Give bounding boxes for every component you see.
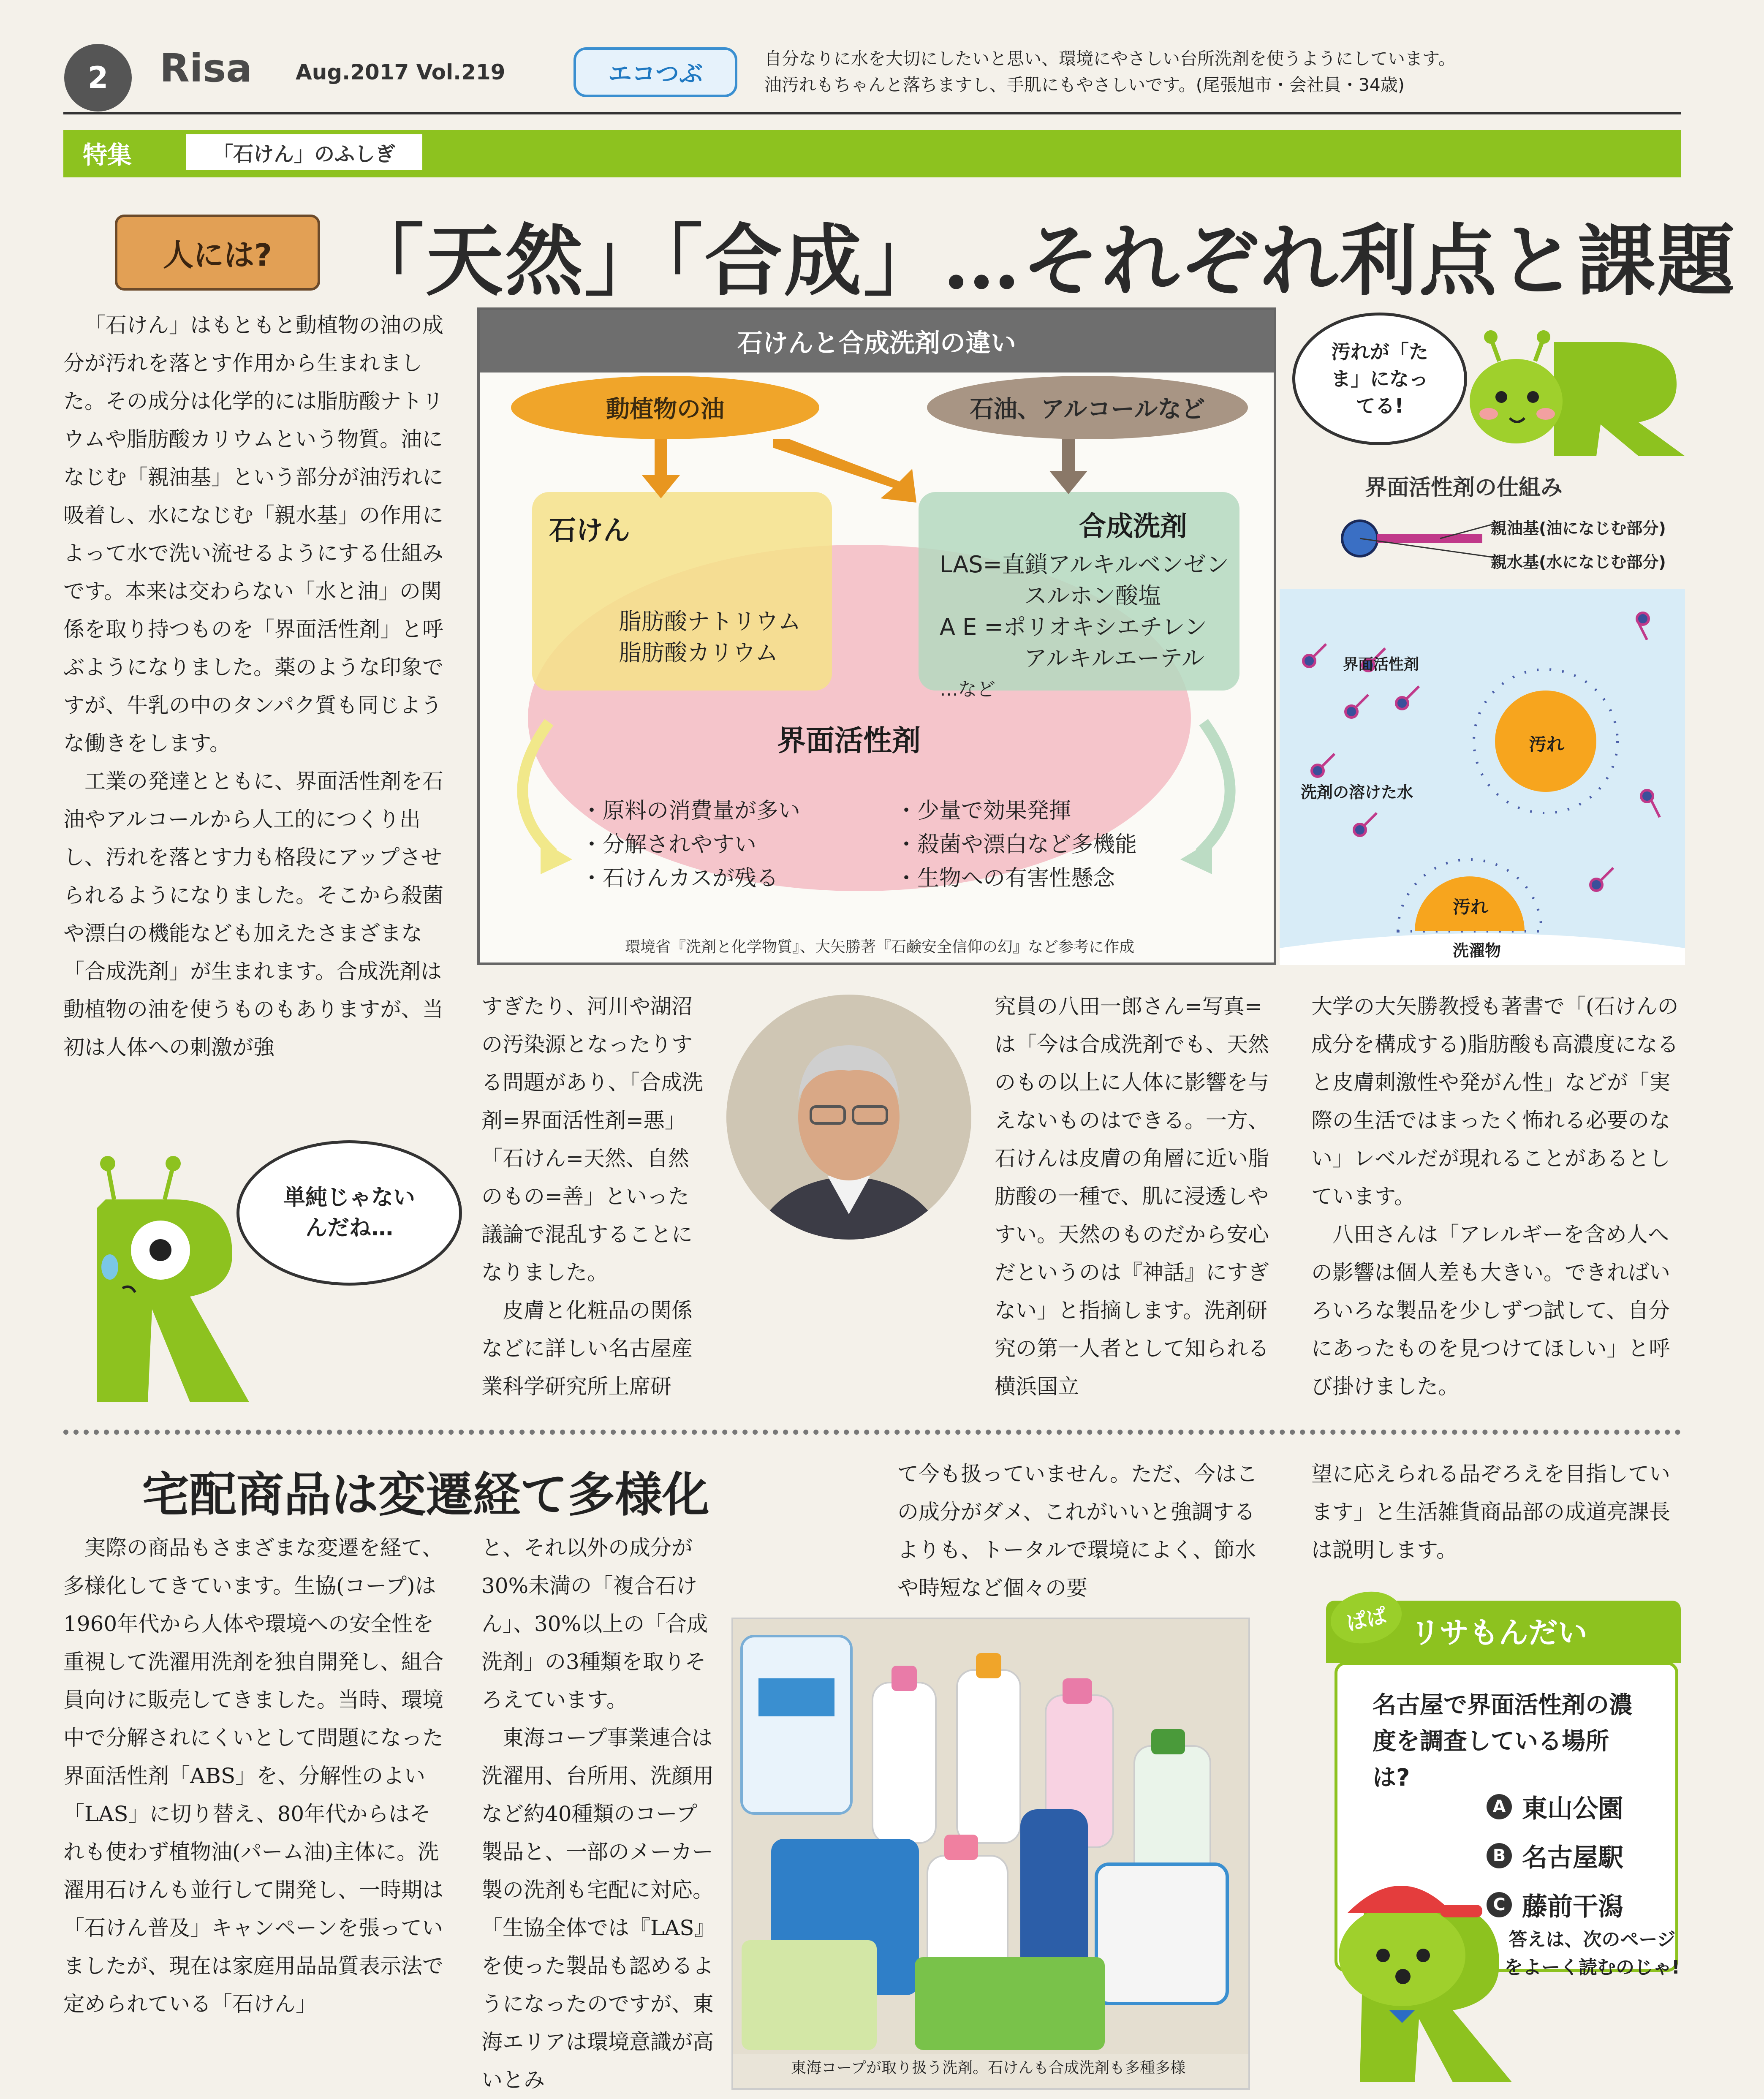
article1-column1	[63, 306, 443, 1066]
article1-column2	[481, 987, 709, 1406]
article2-column1	[63, 1529, 443, 2023]
petro-source-oval: 石油、アルコールなど	[927, 376, 1248, 439]
article2-headline: 宅配商品は変遷経て多様化	[142, 1467, 709, 1523]
paragraph: て今も扱っていません。ただ、今はこの成分がダメ、これがいいと強調するよりも、トータルで環境によく、節水や時短など個々の要	[897, 1462, 1258, 1600]
label-laundry: 洗濯物	[1453, 941, 1501, 960]
paragraph: 皮膚と化粧品の関係などに詳しい名古屋産業科学研究所上席研	[481, 1298, 693, 1399]
paragraph: 東海コープ事業連合は洗濯用、台所用、洗顔用など約40種類のコープ製品と、一部のメーカー製の洗剤も宅配に対応。「生協全体では『LAS』を使った製品も認めるようになったのですが、東海エリアは環境意識が高いとみ	[481, 1726, 715, 2092]
paragraph: 工業の発達とともに、界面活性剤を石油やアルコールから人工的につくり出し、汚れを落とす力も格段にアップさせられるようになりました。そこから殺菌や漂白の機能なども加えたさまざまな「合成洗剤」が生まれます。合成洗剤は動植物の油を使うものもありますが、当初は人体への刺激が強	[63, 769, 443, 1060]
legend-oil: 親油基(油になじむ部分)	[1491, 519, 1666, 538]
person-icon	[726, 995, 971, 1240]
synthetic-item: LAS=直鎖アルキルベンゼン	[940, 551, 1229, 578]
article1-column3	[995, 987, 1273, 1406]
label-surfactant: 界面活性剤	[1343, 656, 1419, 673]
synthetic-item: A E =ポリオキシエチレン	[940, 614, 1207, 640]
article1-column4	[1311, 987, 1679, 1406]
diagram-source: 環境省『洗剤と化学物質』、大矢勝著『石鹸安全信仰の幻』など参考に作成	[625, 938, 1135, 956]
quiz-question: 名古屋で界面活性剤の濃度を調査している場所は?	[1373, 1691, 1633, 1792]
label-water: 洗剤の溶けた水	[1301, 783, 1413, 802]
synthetic-items	[940, 549, 1229, 705]
header-rule	[63, 112, 1681, 114]
paragraph: 八田さんは「アレルギーを含め人への影響は個人差も大きい。できればいろいろな製品を少しずつ試して、自分にあったものを見つけてほしい」と呼び掛けました。	[1311, 1222, 1670, 1399]
trait-item: ・分解されやすい	[581, 832, 757, 857]
synthetic-item: …など	[940, 679, 995, 700]
mascot-speech-text: 単純じゃないんだね…	[283, 1185, 415, 1241]
paragraph: と、それ以外の成分が30%未満の「複合石けん」、30%以上の「合成洗剤」の3種類を取りそろえています。	[481, 1536, 708, 1712]
synthetic-label: 合成洗剤	[1079, 511, 1187, 542]
synthetic-item: アルキルエーテル	[1024, 645, 1204, 672]
trait-item: ・生物への有害性懸念	[895, 866, 1115, 891]
paragraph: 「石けん」はもともと動植物の油の成分が汚れを落とす作用から生まれました。その成分は化学的には脂肪酸ナトリウムや脂肪酸カリウムという物質。油になじむ「親油基」という部分が油汚れに吸着し、水になじむ「親水基」の作用によって水で洗い流せるようにする仕組みです。本来は交わらない「水と油」の関係を取り持つものを「界面活性剤」と呼ぶようになりました。薬のような印象ですが、牛乳の中のタンパク質も同じような働きをします。	[63, 313, 443, 756]
choice-text: 東山公園	[1522, 1794, 1623, 1824]
source-arrows	[477, 435, 1271, 507]
feature-subtitle: 「石けん」のふしぎ	[186, 134, 422, 170]
mechanism-title: 界面活性剤の仕組み	[1365, 475, 1563, 500]
paragraph: 望に応えられる品ぞろえを目指しています」と生活雑貨商品部の成道亮課長は説明します。	[1311, 1462, 1670, 1562]
speech-bubble	[1292, 313, 1467, 445]
section-badge: 人には?	[115, 215, 320, 291]
label-dirt: 汚れ	[1453, 897, 1489, 917]
soap-items	[619, 606, 801, 669]
quiz-choice-a[interactable]	[1487, 1789, 1623, 1825]
trait-item: ・少量で効果発揮	[895, 798, 1071, 824]
paragraph: すぎたり、河川や湖沼の汚染源となったりする問題があり、「合成洗剤=界面活性剤=悪」「石けん=天然、自然のもの=善」といった議論で混乱することになりました。	[481, 994, 703, 1285]
quiz-title: リサもんだい	[1411, 1615, 1587, 1650]
eco-comment-line2: 油汚れもちゃんと落ちますし、手肌にもやさしいです。(尾張旭市・会社員・34歳)	[764, 75, 1405, 95]
paragraph: 大学の大矢勝教授も著書で「(石けんの成分を構成する)脂肪酸も高濃度になると皮膚刺激性や発がん性」などが「実際の生活ではまったく怖れる必要のない」レベルだが現れることがあるとしています。	[1311, 994, 1679, 1209]
page-number: 2	[64, 44, 132, 111]
label-dirt: 汚れ	[1529, 734, 1565, 755]
feature-label: 特集	[83, 141, 132, 169]
eco-comment-line1: 自分なりに水を大切にしたいと思い、環境にやさしい台所洗剤を使うようにしています。	[764, 49, 1456, 69]
choice-text: 名古屋駅	[1522, 1843, 1623, 1873]
mascot-worried-icon	[63, 1149, 266, 1419]
legend-water: 親水基(水になじむ部分)	[1491, 553, 1666, 571]
article2-column3	[897, 1455, 1269, 1607]
quiz-note: 答えは、次のページをよーく読むのじゃ!	[1504, 1929, 1680, 1978]
synthetic-traits	[895, 794, 1137, 895]
trait-item: ・石けんカスが残る	[581, 866, 779, 891]
detergent-bottles-icon	[733, 1619, 1248, 2054]
oil-source-oval: 動植物の油	[511, 376, 819, 439]
quiz-papa-badge: ぱぱ	[1326, 1585, 1406, 1650]
eco-comment	[764, 46, 1727, 98]
article1-headline: 「天然」「合成」…それぞれ利点と課題	[346, 215, 1737, 307]
mascot-dog-icon	[1313, 1833, 1525, 2086]
choice-c-marker: C	[1487, 1892, 1512, 1917]
soap-traits	[581, 794, 800, 895]
trait-item: ・殺菌や漂白など多機能	[895, 832, 1137, 857]
eco-tag: エコつぶ	[574, 47, 737, 97]
portrait-photo	[726, 995, 971, 1240]
soap-label: 石けん	[549, 515, 630, 547]
choice-text: 藤前干潟	[1522, 1892, 1623, 1922]
mascot-r-icon	[1457, 329, 1693, 465]
issue-label: Aug.2017 Vol.219	[296, 60, 506, 84]
photo-caption: 東海コープが取り扱う洗剤。石けんも合成洗剤も多種多様	[791, 2059, 1186, 2077]
surfactant-label: 界面活性剤	[777, 724, 921, 758]
magazine-logo: Risa	[160, 46, 253, 91]
micelle-illustration	[1280, 589, 1685, 965]
soap-item: 脂肪酸カリウム	[619, 639, 778, 666]
section-divider	[63, 1430, 1681, 1435]
synthetic-item: スルホン酸塩	[1024, 582, 1161, 609]
paragraph: 究員の八田一郎さん=写真=は「今は合成洗剤でも、天然のもの以上に人体に影響を与えないものはできる。一方、石けんは皮膚の角層に近い脂肪酸の一種で、肌に浸透しやすい。天然のものだから安心だというのは『神話』にすぎない」と指摘します。洗剤研究の第一人者として知られる横浜国立	[995, 994, 1269, 1399]
products-photo	[731, 1618, 1250, 2090]
paragraph: 実際の商品もさまざまな変遷を経て、多様化してきています。生協(コープ)は1960年代から人体や環境への安全性を重視して洗濯用洗剤を独自開発し、組合員向けに販売してきました。当時、環境中で分解されにくいとして問題になった界面活性剤「ABS」を、分解性のよい「LAS」に切り替え、80年代からはそれも使わず植物油(パーム油)主体に。洗濯用石けんも並行して開発し、一時期は「石けん普及」キャンペーンを張っていましたが、現在は家庭用品品質表示法で定められている「石けん」	[63, 1536, 443, 2016]
trait-item: ・原料の消費量が多い	[581, 798, 801, 824]
surfactant-molecule-icon	[1335, 515, 1503, 566]
choice-a-marker: A	[1487, 1794, 1512, 1819]
mascot-speech-bubble	[236, 1140, 462, 1286]
diagram-title: 石けんと合成洗剤の違い	[480, 310, 1274, 372]
soap-item: 脂肪酸ナトリウム	[619, 608, 801, 635]
article2-column2	[481, 1529, 716, 2099]
speech-bubble-text: 汚れが「たま」になってる!	[1331, 340, 1428, 417]
article2-column4	[1311, 1455, 1679, 1569]
choice-b-marker: B	[1487, 1843, 1512, 1868]
